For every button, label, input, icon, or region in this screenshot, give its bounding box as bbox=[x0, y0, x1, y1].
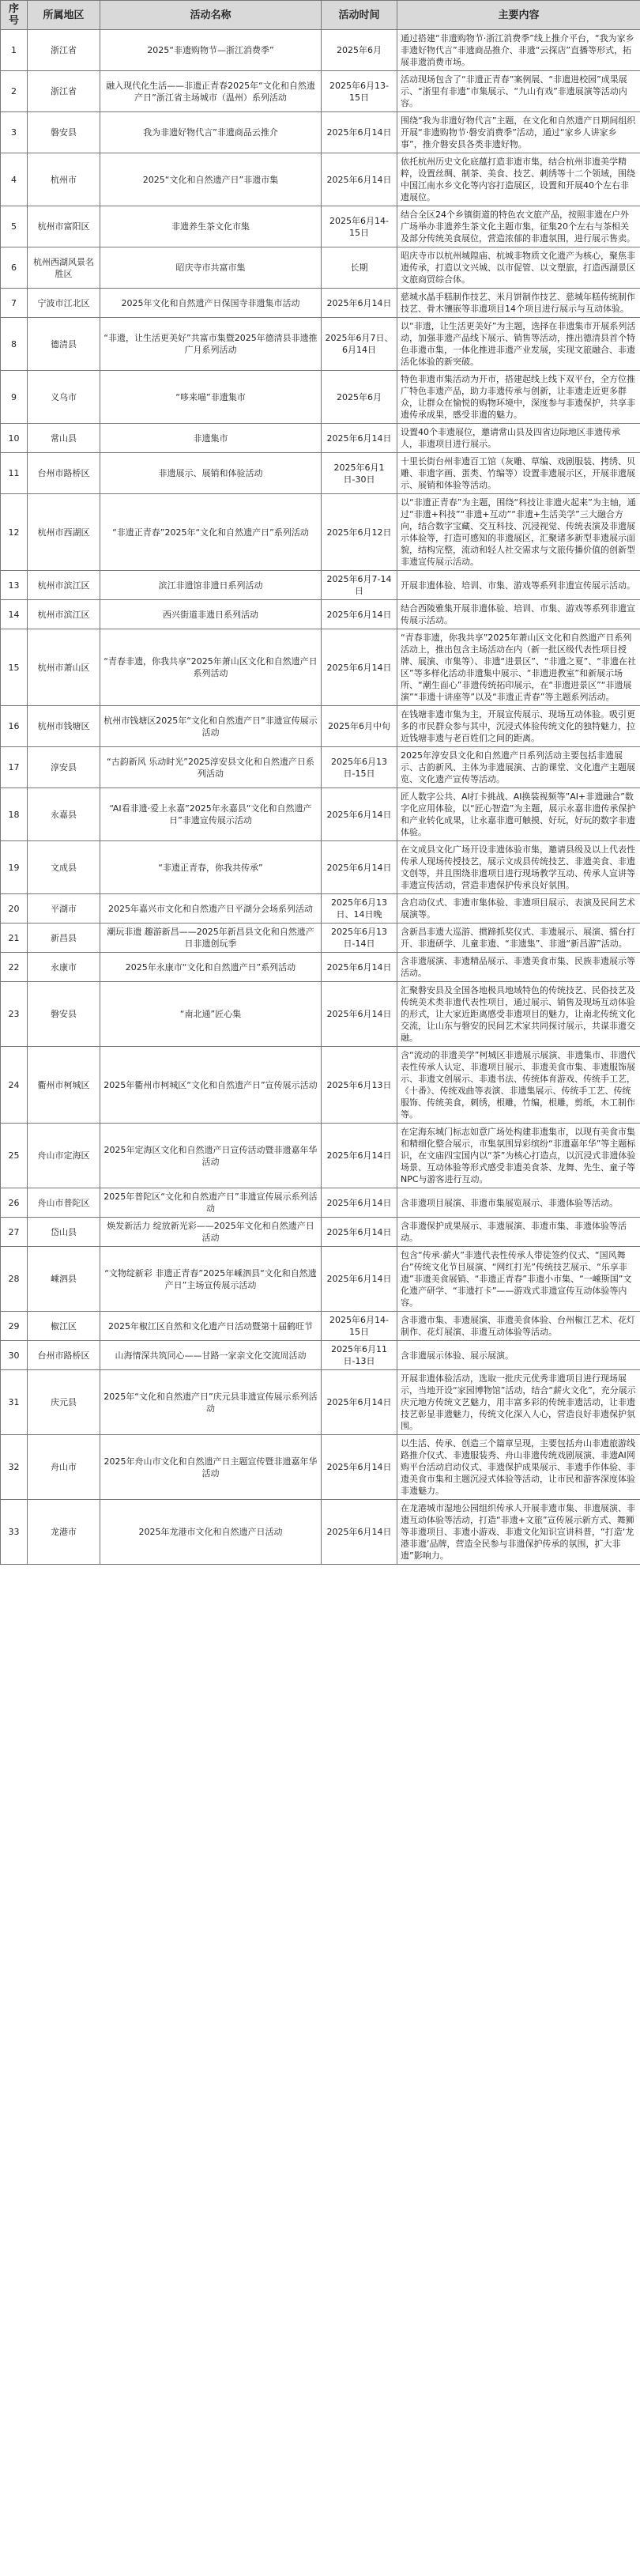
cell-no: 13 bbox=[1, 571, 28, 600]
table-row bbox=[1, 629, 640, 706]
table-row bbox=[1, 953, 640, 982]
header-row bbox=[1, 1, 640, 30]
table-row bbox=[1, 1370, 640, 1435]
cell-main-content: 含“流动的非遗美学”柯城区非遗展示展演、非遗集市、非遗代表性传承人认定、非遗项目展示、非遗美食市集、非遗服饰展示、非遗文创展示、非遗书法、传统体育游戏、传统手工艺，《十番》、传统戏曲等表演、非遗集展示、传统手工艺、传统服饰、传统美食，刺绣，根雕，竹编，根雕，剪纸，木工制作等。 bbox=[397, 1047, 640, 1124]
cell-activity-name: 2025年永康市“文化和自然遗产日”系列活动 bbox=[100, 953, 322, 982]
cell-activity-name: 非遗集市 bbox=[100, 424, 322, 453]
table-body bbox=[1, 30, 640, 1565]
cell-no: 2 bbox=[1, 71, 28, 112]
cell-activity-name: “南北通”匠心集 bbox=[100, 982, 322, 1047]
cell-activity-time: 2025年6月14日 bbox=[322, 289, 397, 318]
cell-activity-name: 2025年“文化和自然遗产日”庆元县非遗宣传展示系列活动 bbox=[100, 1370, 322, 1435]
cell-main-content: 慈城水晶手糕制作技艺、米月饼制作技艺、慈城年糕传统制作技艺、骨木镶嵌等非遗项目14个项目进行展示与互动体验。 bbox=[397, 289, 640, 318]
cell-region: 杭州市滨江区 bbox=[28, 571, 100, 600]
cell-region: 杭州市 bbox=[28, 153, 100, 206]
cell-activity-time: 2025年6月14日 bbox=[322, 1500, 397, 1565]
cell-region: 衢州市柯城区 bbox=[28, 1047, 100, 1124]
cell-activity-time: 2025年6月14日 bbox=[322, 1124, 397, 1188]
cell-activity-time: 2025年6月13日-15日 bbox=[322, 747, 397, 788]
cell-activity-name: 非遗养生茶文化市集 bbox=[100, 206, 322, 247]
cell-activity-time: 2025年6月14日 bbox=[322, 1188, 397, 1218]
table-row bbox=[1, 1247, 640, 1312]
cell-activity-time: 2025年6月12日 bbox=[322, 494, 397, 571]
cell-activity-name: 焕发新活力 绽放新光彩——2025年文化和自然遗产日活动 bbox=[100, 1218, 322, 1247]
cell-main-content: 包含“传承·薪火”非遗代表性传承人带徒签约仪式、“国风舞台”传统文化节目展演、“网红打光”传统技艺展示、“乐享非遗”非遗美食展销、“非遗正青春”非遗小市集、“一嵊斯国”文化遗产研学、“非遗打卡”——游戏式非遗宣传互动体验等内容。 bbox=[397, 1247, 640, 1312]
cell-no: 26 bbox=[1, 1188, 28, 1218]
cell-main-content: 匠人数字公共、AI打卡挑战、AI换装视频等”AI+非遗融合”数字化应用体验，以“匠心智造”为主题，展示永嘉非遗传承保护和产业转化成果，让永嘉非遗可触摸、好玩，好玩的数字非遗体验。 bbox=[397, 788, 640, 841]
cell-activity-name: 2025年椒江区自然和文化遗产日活动暨第十届鹤旺节 bbox=[100, 1312, 322, 1341]
cell-no: 30 bbox=[1, 1341, 28, 1370]
cell-no: 27 bbox=[1, 1218, 28, 1247]
cell-activity-name: “哆来喵”非遗集市 bbox=[100, 371, 322, 424]
cell-activity-name: 我为非遗好物代言”非遗商品云推介 bbox=[100, 112, 322, 153]
table-row bbox=[1, 71, 640, 112]
table-row bbox=[1, 1047, 640, 1124]
cell-region: 杭州市富阳区 bbox=[28, 206, 100, 247]
cell-activity-name: 2025年文化和自然遗产日保国寺非遗集市活动 bbox=[100, 289, 322, 318]
cell-no: 8 bbox=[1, 318, 28, 371]
cell-main-content: 十里长街台州非遗百工馆（灰雕、草编、戏剧服装、拷绣、贝雕、非遗字画、蛋类、竹编等）设置非遗展示区，开展非遗展示、展销和体验等活动。 bbox=[397, 453, 640, 494]
cell-no: 12 bbox=[1, 494, 28, 571]
cell-region: 义乌市 bbox=[28, 371, 100, 424]
header-time: 活动时间 bbox=[322, 1, 397, 30]
cell-no: 21 bbox=[1, 924, 28, 953]
cell-activity-name: 融入现代化生活——非遗正青春2025年“文化和自然遗产日”浙江省主场城市（温州）系列活动 bbox=[100, 71, 322, 112]
cell-region: 宁波市江北区 bbox=[28, 289, 100, 318]
table-row bbox=[1, 982, 640, 1047]
cell-region: 常山县 bbox=[28, 424, 100, 453]
table-row bbox=[1, 1500, 640, 1565]
cell-main-content: 昭庆寺市以杭州城隍庙、杭城非物质文化遗产为核心，聚焦非遗传承，打造以文兴城、以市促管、以文塑旅，打造西湖景区文旅商贸综合体。 bbox=[397, 247, 640, 289]
cell-region: 浙江省 bbox=[28, 71, 100, 112]
cell-no: 16 bbox=[1, 706, 28, 747]
cell-no: 3 bbox=[1, 112, 28, 153]
cell-main-content: 含非遗项目展演、非遗市集展览展示、非遗体验等活动。 bbox=[397, 1188, 640, 1218]
cell-no: 20 bbox=[1, 894, 28, 924]
cell-main-content: 设置40个非遗展位，邀请常山县及四省边际地区非遗传承人，非遗项目进行展示。 bbox=[397, 424, 640, 453]
table-row bbox=[1, 788, 640, 841]
header-content: 主要内容 bbox=[397, 1, 640, 30]
cell-region: 舟山市 bbox=[28, 1435, 100, 1500]
cell-activity-time: 2025年6月13日 bbox=[322, 1047, 397, 1124]
table-row bbox=[1, 453, 640, 494]
cell-no: 28 bbox=[1, 1247, 28, 1312]
cell-activity-name: 2025“非遗购物节—浙江消费季” bbox=[100, 30, 322, 71]
cell-main-content: 特色非遗市集活动为开市，搭建起线上线下双平台，全方位推广特色非遗产品，助力非遗传承与创新，让非遗走近更多群众，让群众在愉悦的购物环境中，深度参与非遗保护，共享非遗传承成果，感受非遗的魅力。 bbox=[397, 371, 640, 424]
cell-no: 22 bbox=[1, 953, 28, 982]
cell-activity-name: “青春非遗，你我共享”2025年萧山区文化和自然遗产日系列活动 bbox=[100, 629, 322, 706]
cell-region: 磐安县 bbox=[28, 112, 100, 153]
cell-no: 31 bbox=[1, 1370, 28, 1435]
cell-activity-time: 2025年6月14日 bbox=[322, 1370, 397, 1435]
cell-main-content: 在定海东城门标志如意广场处构建非遗集市，以现有美食市集和精细化整合展示，市集氛围异彩缤纷“非遗嘉年华”等主题标识，在文庙四宝国内以“茶”为核心打造点，以沉浸式非遗体验场景、互动体验等形式感受非遗美食茶、龙舞、先生、童子等NPC与游客进行互动。 bbox=[397, 1124, 640, 1188]
cell-activity-time: 2025年6月14日 bbox=[322, 1218, 397, 1247]
cell-main-content: 含非遗展示体验、展示展演。 bbox=[397, 1341, 640, 1370]
table-row bbox=[1, 318, 640, 371]
cell-main-content: 含新昌非遗大巡游、掼蹄抓奖仪式、非遗展示、展演、擂台打开、非遗研学、儿童非遗、“非遗集”、非遗“新昌游”活动。 bbox=[397, 924, 640, 953]
cell-region: 台州市路桥区 bbox=[28, 453, 100, 494]
cell-main-content: 活动现场包含了“非遗正青春”案例展、“非遗进校园”成果展示、“浙里有非遗”市集展示、“九山有戏”非遗展演等活动内容。 bbox=[397, 71, 640, 112]
cell-main-content: 以“非遗，让生活更美好”为主题，选择在非遗集市开展系列活动，加强非遗产品线下展示、销售等活动，推出德清县首个特色非遗市集，一体化推进非遗产业发展，实现文旅融合、非遗活化体验的新突破。 bbox=[397, 318, 640, 371]
header-no: 序号 bbox=[1, 1, 28, 30]
cell-no: 1 bbox=[1, 30, 28, 71]
cell-region: 岱山县 bbox=[28, 1218, 100, 1247]
cell-main-content: 在文成县文化广场开设非遗体验市集，邀请县级及以上代表性传承人现场传授技艺，展示文成县传统技艺、非遗美食、非遗文创等，并且围绕非遗项目进行现场教学互动、传承人宣讲等非遗宣传活动，营造非遗保护传承良好氛围。 bbox=[397, 841, 640, 894]
cell-region: 龙港市 bbox=[28, 1500, 100, 1565]
cell-activity-name: “AI看非遗·爱上永嘉”2025年永嘉县“文化和自然遗产日”非遗宣传展示活动 bbox=[100, 788, 322, 841]
cell-region: 永康市 bbox=[28, 953, 100, 982]
cell-no: 23 bbox=[1, 982, 28, 1047]
cell-activity-time: 2025年6月14日 bbox=[322, 982, 397, 1047]
table-row bbox=[1, 706, 640, 747]
cell-activity-name: 2025年龙港市文化和自然遗产日活动 bbox=[100, 1500, 322, 1565]
table-row bbox=[1, 600, 640, 629]
cell-activity-name: “非遗正青春”2025年“文化和自然遗产日”系列活动 bbox=[100, 494, 322, 571]
cell-main-content: 含非遗保护成果展示、非遗展演、非遗市集、非遗体验等活动。 bbox=[397, 1218, 640, 1247]
cell-no: 17 bbox=[1, 747, 28, 788]
cell-activity-name: 2025年定海区文化和自然遗产日宣传活动暨非遗嘉年华活动 bbox=[100, 1124, 322, 1188]
table-row bbox=[1, 1341, 640, 1370]
table-row bbox=[1, 747, 640, 788]
cell-no: 33 bbox=[1, 1500, 28, 1565]
cell-activity-time: 2025年6月14日 bbox=[322, 112, 397, 153]
cell-main-content: 汇聚磐安县及全国各地极具地域特色的传统技艺、民俗技艺及传统美术类非遗代表性项目，通过展示、销售及现场互动体验的形式，让大家近距离感受非遗项目的魅力，让南北传统文化交流，让山东与磐安的民间艺术家共同探讨展示，共谋非遗交融。 bbox=[397, 982, 640, 1047]
cell-activity-name: 杭州市钱塘区2025年“文化和自然遗产日”非遗宣传展示活动 bbox=[100, 706, 322, 747]
cell-activity-time: 2025年6月13日、14日晚 bbox=[322, 894, 397, 924]
table-row bbox=[1, 206, 640, 247]
cell-main-content: 在龙港城市湿地公园组织传承人开展非遗市集、非遗展演、非遗互动体验等活动，打造“非遗+文旅”宣传展示新方式、舞狮等非遗项目、非遗小游戏、非遗文化知识宣讲科普，“打造‘龙港非遗’品牌，营造全民参与非遗保护传承的氛围，扩大非遗”影响力。 bbox=[397, 1500, 640, 1565]
cell-activity-time: 2025年6月 bbox=[322, 371, 397, 424]
cell-activity-name: 滨江非遗馆非遗日系列活动 bbox=[100, 571, 322, 600]
table-row bbox=[1, 894, 640, 924]
cell-main-content: 依托杭州历史文化底蕴打造非遗市集，结合杭州非遗美学精粹，设置丝绸、制茶、美食、技艺、刺绣等十二个领域，围绕中国江南水乡文化等内容打造展区，设置和开展40个左右非遗展位。 bbox=[397, 153, 640, 206]
cell-activity-time: 2025年6月13日-14日 bbox=[322, 924, 397, 953]
table-row bbox=[1, 30, 640, 71]
cell-no: 15 bbox=[1, 629, 28, 706]
cell-region: 文成县 bbox=[28, 841, 100, 894]
cell-region: 杭州市西湖区 bbox=[28, 494, 100, 571]
cell-activity-time: 2025年6月14日 bbox=[322, 629, 397, 706]
cell-region: 舟山市普陀区 bbox=[28, 1188, 100, 1218]
cell-activity-name: “古韵新风 乐动时光”2025淳安县文化和自然遗产日系列活动 bbox=[100, 747, 322, 788]
table-row bbox=[1, 1188, 640, 1218]
cell-activity-time: 2025年6月14日 bbox=[322, 424, 397, 453]
cell-activity-time: 2025年6月中旬 bbox=[322, 706, 397, 747]
table-row bbox=[1, 1312, 640, 1341]
table-row bbox=[1, 424, 640, 453]
table-row bbox=[1, 494, 640, 571]
cell-main-content: 在钱塘非遗市集为主，开展宣传展示、现场互动体验。吸引更多的市民群众参与其中，沉浸式体验传统文化的独特魅力，拉近钱塘非遗与老百姓们之间的距离。 bbox=[397, 706, 640, 747]
cell-activity-name: 昭庆寺市共富市集 bbox=[100, 247, 322, 289]
cell-activity-name: “非遗正青春，你我共传承” bbox=[100, 841, 322, 894]
table-row bbox=[1, 247, 640, 289]
cell-activity-time: 2025年6月14日 bbox=[322, 788, 397, 841]
cell-activity-time: 2025年6月14日 bbox=[322, 1435, 397, 1500]
cell-activity-name: 2025年衢州市柯城区“文化和自然遗产日”宣传展示活动 bbox=[100, 1047, 322, 1124]
cell-activity-time: 2025年6月14-15日 bbox=[322, 206, 397, 247]
cell-no: 25 bbox=[1, 1124, 28, 1188]
cell-main-content: 围绕“我为非遗好物代言”主题，在文化和自然遗产日期间组织开展“非遗购物节·磐安消费季”活动，通过“家乡人讲家乡事”，推介磐安县各类非遗好物。 bbox=[397, 112, 640, 153]
cell-region: 杭州市钱塘区 bbox=[28, 706, 100, 747]
cell-no: 7 bbox=[1, 289, 28, 318]
cell-region: 德清县 bbox=[28, 318, 100, 371]
cell-activity-time: 2025年6月13-15日 bbox=[322, 71, 397, 112]
cell-region: 永嘉县 bbox=[28, 788, 100, 841]
cell-activity-time: 2025年6月 bbox=[322, 30, 397, 71]
cell-activity-time: 2025年6月7日、6月14日 bbox=[322, 318, 397, 371]
table-row bbox=[1, 1435, 640, 1500]
cell-main-content: 开展非遗体验活动，选取一批庆元优秀非遗项目进行现场展示，当地开设“家园博物馆”活动，结合“薪火文化”，充分展示庆元地方传统文艺魅力，用丰富多彩的传统非遗活动，让非遗技艺彰显非遗魅力，传统文化深入人心，营造良好非遗保护氛围。 bbox=[397, 1370, 640, 1435]
cell-region: 杭州市滨江区 bbox=[28, 600, 100, 629]
cell-main-content: 含非遗市集、非遗展演、非遗美食体验、台州椒江艺术、花灯制作、花灯展演、非遗互动体验等活动。 bbox=[397, 1312, 640, 1341]
cell-activity-time: 2025年6月14日 bbox=[322, 600, 397, 629]
table-row bbox=[1, 1218, 640, 1247]
header-name: 活动名称 bbox=[100, 1, 322, 30]
table-row bbox=[1, 1124, 640, 1188]
table-row bbox=[1, 112, 640, 153]
cell-no: 14 bbox=[1, 600, 28, 629]
cell-main-content: 结合西陵雅集开展非遗体验、培训、市集、游戏等系列非遗宣传展示活动。 bbox=[397, 600, 640, 629]
cell-main-content: 以“非遗正青春”为主题，围绕“科技让非遗火起来”为主轴，通过“非遗+科技”“非遗+互动”“非遗+生活美学”三大融合方向，结合数字宝藏、交互科技、沉浸视觉、传统表演及非遗展示体验等，打造可感知的非遗展区，汇聚诸多新型非遗展示面貌，结构完整，流动和轻人社交需求与文旅传播价值的创新型非遗宣传展示活动。 bbox=[397, 494, 640, 571]
cell-activity-time: 长期 bbox=[322, 247, 397, 289]
cell-activity-time: 2025年6月14日 bbox=[322, 841, 397, 894]
cell-no: 32 bbox=[1, 1435, 28, 1500]
cell-main-content: 通过搭建“非遗购物节·浙江消费季”线上推介平台，“我为家乡非遗好物代言”非遗商品推介、非遗“云探店”直播等形式，拓展非遗消费市场。 bbox=[397, 30, 640, 71]
cell-region: 磐安县 bbox=[28, 982, 100, 1047]
cell-no: 4 bbox=[1, 153, 28, 206]
cell-no: 18 bbox=[1, 788, 28, 841]
cell-region: 新昌县 bbox=[28, 924, 100, 953]
cell-no: 19 bbox=[1, 841, 28, 894]
cell-activity-name: 2025年嘉兴市文化和自然遗产日平湖分会场系列活动 bbox=[100, 894, 322, 924]
cell-region: 舟山市定海区 bbox=[28, 1124, 100, 1188]
cell-region: 椒江区 bbox=[28, 1312, 100, 1341]
table-row bbox=[1, 841, 640, 894]
cell-activity-name: “非遗，让生活更美好”共富市集暨2025年德清县非遗推广月系列活动 bbox=[100, 318, 322, 371]
cell-region: 淳安县 bbox=[28, 747, 100, 788]
cell-main-content: 含非遗展演、非遗精品展示、非遗美食市集、民族非遗展示等活动。 bbox=[397, 953, 640, 982]
cell-activity-name: 西兴街道非遗日系列活动 bbox=[100, 600, 322, 629]
cell-region: 台州市路桥区 bbox=[28, 1341, 100, 1370]
cell-no: 10 bbox=[1, 424, 28, 453]
cell-activity-time: 2025年6月14日 bbox=[322, 153, 397, 206]
cell-no: 29 bbox=[1, 1312, 28, 1341]
cell-region: 杭州西湖风景名胜区 bbox=[28, 247, 100, 289]
cell-activity-time: 2025年6月14-15日 bbox=[322, 1312, 397, 1341]
cell-activity-name: 山海情深共筑同心——甘路一家亲文化交流周活动 bbox=[100, 1341, 322, 1370]
cell-main-content: 开展非遗体验、培训、市集、游戏等系列非遗宣传展示活动。 bbox=[397, 571, 640, 600]
cell-activity-time: 2025年6月14日 bbox=[322, 953, 397, 982]
cell-activity-name: 2025年普陀区“文化和自然遗产日”非遗宣传展示系列活动 bbox=[100, 1188, 322, 1218]
table-row bbox=[1, 371, 640, 424]
cell-activity-name: 2025年舟山市文化和自然遗产日主题宣传暨非遗嘉年华活动 bbox=[100, 1435, 322, 1500]
cell-activity-name: 潮玩非遗 趣游新昌——2025年新昌县文化和自然遗产日非遗创玩季 bbox=[100, 924, 322, 953]
cell-activity-time: 2025年6月7-14日 bbox=[322, 571, 397, 600]
cell-activity-time: 2025年6月14日 bbox=[322, 1247, 397, 1312]
cell-no: 11 bbox=[1, 453, 28, 494]
table-row bbox=[1, 571, 640, 600]
header-region: 所属地区 bbox=[28, 1, 100, 30]
cell-main-content: “青春非遗，你我共享”2025年萧山区文化和自然遗产日系列活动上，推出包含主场活动在内（新一批区级代表性项目授牌、展演、市集等）、非遗“进景区”、“非遗之夏”、“非遗在社区”等多样化活动非遗集中展示、“非遗进教室”和新展示场所、“潮生面心”非遗传统拓印展示，在“非遗进景区”“非遗展演”“非遗十讲座等”以及“非遗正青春”等主题系列活动。 bbox=[397, 629, 640, 706]
cell-region: 杭州市萧山区 bbox=[28, 629, 100, 706]
cell-region: 嵊泗县 bbox=[28, 1247, 100, 1312]
table-row bbox=[1, 289, 640, 318]
cell-activity-name: “文物绽新彩 非遗正青春”2025年嵊泗县“文化和自然遗产日”主场宣传展示活动 bbox=[100, 1247, 322, 1312]
table-row bbox=[1, 924, 640, 953]
cell-activity-time: 2025年6月11日-13日 bbox=[322, 1341, 397, 1370]
cell-no: 24 bbox=[1, 1047, 28, 1124]
cell-activity-name: 2025“文化和自然遗产日”非遗市集 bbox=[100, 153, 322, 206]
cell-main-content: 以生活、传承、创造三个篇章呈现，主要包括舟山非遗旅游线路推介仪式、非遗服装秀、舟山非遗传统戏剧展演、非遗AI网购平台活动启动仪式、非遗保护成果展示、非遗手作体验、非遗美食市集和主题沉浸式体验等活动，让市民和游客深度体验非遗魅力。 bbox=[397, 1435, 640, 1500]
table-row bbox=[1, 153, 640, 206]
cell-region: 浙江省 bbox=[28, 30, 100, 71]
cell-region: 平湖市 bbox=[28, 894, 100, 924]
cell-region: 庆元县 bbox=[28, 1370, 100, 1435]
cell-main-content: 结合全区24个乡镇街道的特色农文旅产品，按照非遗在户外广场举办非遗养生茶文化主题市集，征集20个左右与茶相关及部分传统美食展位，营造浓郁的非遗氛围，进行展示售卖。 bbox=[397, 206, 640, 247]
cell-no: 5 bbox=[1, 206, 28, 247]
cell-activity-name: 非遗展示、展销和体验活动 bbox=[100, 453, 322, 494]
cell-main-content: 含启动仪式、非遗市集体验、非遗项目展示、表演及民间艺术展演等。 bbox=[397, 894, 640, 924]
cell-main-content: 2025年淳安县文化和自然遗产日系列活动主要包括非遗展示、古韵新风、主体为非遗展演、古韵课堂、文化遗产主题展览、文化遗产宣传等活动。 bbox=[397, 747, 640, 788]
cell-activity-time: 2025年6月1日-30日 bbox=[322, 453, 397, 494]
cell-no: 6 bbox=[1, 247, 28, 289]
cell-no: 9 bbox=[1, 371, 28, 424]
